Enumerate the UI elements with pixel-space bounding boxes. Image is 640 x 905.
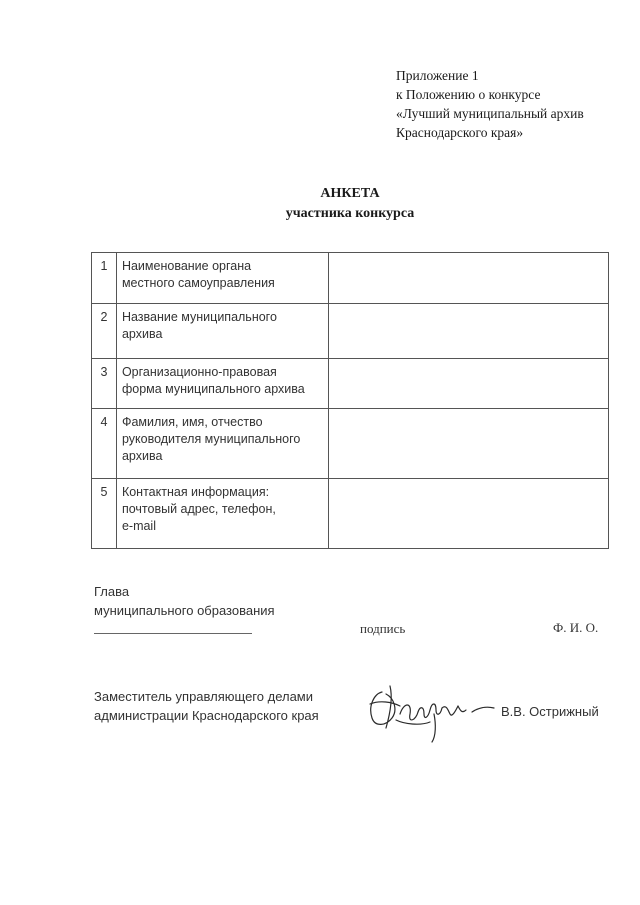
signature-caption: подпись xyxy=(360,621,406,636)
row-number: 4 xyxy=(92,409,117,479)
row-number: 2 xyxy=(92,304,117,359)
deputy-position-line: администрации Краснодарского края xyxy=(94,708,319,723)
document-title xyxy=(0,184,640,224)
row-label-line: Название муниципального xyxy=(121,310,277,324)
row-label-line: руководителя муниципального xyxy=(121,432,301,446)
row-label-line: Фамилия, имя, отчество xyxy=(121,415,263,429)
table-row xyxy=(92,253,609,304)
row-value-field[interactable] xyxy=(328,304,608,359)
row-label-line: Контактная информация: xyxy=(121,485,270,499)
row-value-field[interactable] xyxy=(328,359,608,409)
table-row xyxy=(92,479,609,549)
questionnaire-table xyxy=(91,252,609,549)
table-row xyxy=(92,409,609,479)
appendix-line: Краснодарского края» xyxy=(396,125,524,140)
head-title-line: Глава xyxy=(94,584,130,599)
row-number: 5 xyxy=(92,479,117,549)
deputy-name: В.В. Острижный xyxy=(501,704,599,719)
row-value-field[interactable] xyxy=(328,253,608,304)
row-label-line: Организационно-правовая xyxy=(121,365,277,379)
row-value-field[interactable] xyxy=(328,479,608,549)
deputy-position xyxy=(94,687,354,725)
fio-caption: Ф. И. О. xyxy=(553,620,599,635)
title-main: АНКЕТА xyxy=(320,186,380,201)
handwritten-signature xyxy=(360,680,500,748)
row-label xyxy=(116,409,328,479)
appendix-header xyxy=(396,66,632,142)
table-row xyxy=(92,304,609,359)
row-label-line: архива xyxy=(121,449,163,463)
row-number: 1 xyxy=(92,253,117,304)
row-number: 3 xyxy=(92,359,117,409)
row-label-line: e-mail xyxy=(121,519,156,533)
row-value-field[interactable] xyxy=(328,409,608,479)
row-label-line: Наименование органа xyxy=(121,259,252,273)
row-label-line: архива xyxy=(121,327,163,341)
title-sub: участника конкурса xyxy=(285,206,415,221)
row-label xyxy=(116,253,328,304)
row-label-line: форма муниципального архива xyxy=(121,382,305,396)
row-label xyxy=(116,479,328,549)
signature-blank-line[interactable] xyxy=(94,633,252,634)
head-signature-label xyxy=(94,582,275,620)
table-row xyxy=(92,359,609,409)
appendix-line: «Лучший муниципальный архив xyxy=(396,106,584,121)
head-title-line: муниципального образования xyxy=(94,603,275,618)
row-label-line: почтовый адрес, телефон, xyxy=(121,502,276,516)
appendix-line: Приложение 1 xyxy=(396,68,479,83)
row-label xyxy=(116,304,328,359)
deputy-position-line: Заместитель управляющего делами xyxy=(94,689,314,704)
row-label-line: местного самоуправления xyxy=(121,276,275,290)
row-label xyxy=(116,359,328,409)
appendix-line: к Положению о конкурсе xyxy=(396,87,541,102)
